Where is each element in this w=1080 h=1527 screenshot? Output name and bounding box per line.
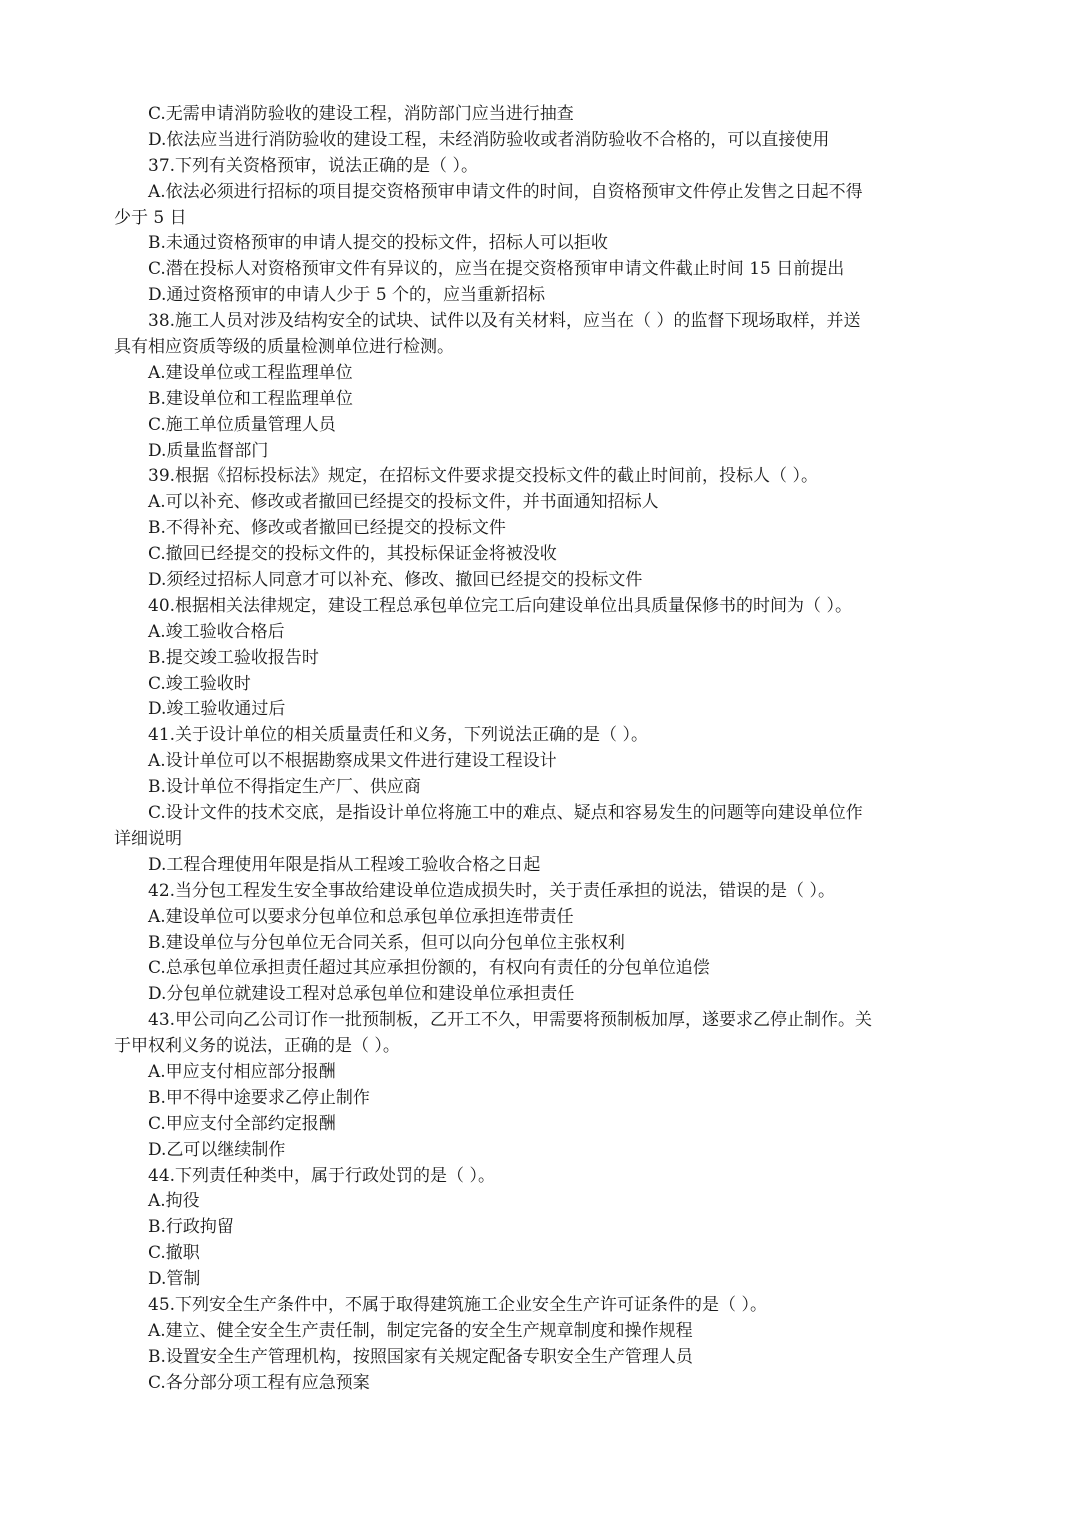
text-line: D.质量监督部门: [148, 440, 269, 461]
text-line: 于甲权利义务的说法，正确的是（ ）。: [114, 1036, 400, 1057]
document-page: [114, 102, 994, 1397]
text-line: B.设置安全生产管理机构，按照国家有关规定配备专职安全生产管理人员: [148, 1346, 693, 1367]
text-line: D.竣工验收通过后: [148, 699, 286, 720]
text-line: C.设计文件的技术交底，是指设计单位将施工中的难点、疑点和容易发生的问题等向建设单位作: [148, 803, 863, 824]
text-line: C.无需申请消防验收的建设工程，消防部门应当进行抽查: [148, 104, 574, 124]
text-line: A.依法必须进行招标的项目提交资格预审申请文件的时间，自资格预审文件停止发售之日起不得: [148, 181, 863, 202]
text-line: B.不得补充、修改或者撤回已经提交的投标文件: [148, 518, 506, 539]
text-line: A.甲应支付相应部分报酬: [148, 1061, 336, 1082]
text-line: B.建设单位与分包单位无合同关系，但可以向分包单位主张权利: [148, 932, 625, 953]
text-line: 38.施工人员对涉及结构安全的试块、试件以及有关材料，应当在（ ）的监督下现场取样，并送: [148, 311, 861, 332]
text-line: C.各分部分项工程有应急预案: [148, 1372, 370, 1393]
text-line: A.建立、健全安全生产责任制，制定完备的安全生产规章制度和操作规程: [148, 1320, 693, 1341]
text-line: D.乙可以继续制作: [148, 1139, 286, 1160]
text-line: 43.甲公司向乙公司订作一批预制板，乙开工不久，甲需要将预制板加厚，遂要求乙停止制作。关: [148, 1010, 873, 1031]
text-line: D.分包单位就建设工程对总承包单位和建设单位承担责任: [148, 984, 575, 1005]
text-line: C.甲应支付全部约定报酬: [148, 1113, 336, 1134]
text-line: C.施工单位质量管理人员: [148, 414, 336, 435]
text-line: A.建设单位可以要求分包单位和总承包单位承担连带责任: [148, 906, 574, 927]
text-line: C.潜在投标人对资格预审文件有异议的，应当在提交资格预审申请文件截止时间 15 日前提出: [148, 259, 845, 280]
text-line: 44.下列责任种类中，属于行政处罚的是（ ）。: [148, 1165, 495, 1186]
text-line: 详细说明: [114, 828, 182, 849]
text-line: 少于 5 日: [114, 207, 187, 228]
text-line: D.依法应当进行消防验收的建设工程，未经消防验收或者消防验收不合格的，可以直接使用: [148, 129, 830, 150]
text-line: 41.关于设计单位的相关质量责任和义务，下列说法正确的是（ ）。: [148, 725, 648, 746]
text-line: 37.下列有关资格预审，说法正确的是（ ）。: [148, 155, 478, 176]
text-line: B.未通过资格预审的申请人提交的投标文件，招标人可以拒收: [148, 233, 608, 254]
text-line: 40.根据相关法律规定，建设工程总承包单位完工后向建设单位出具质量保修书的时间为（ ）。: [148, 595, 852, 616]
text-line: B.提交竣工验收报告时: [148, 647, 319, 668]
text-line: C.总承包单位承担责任超过其应承担份额的，有权向有责任的分包单位追偿: [148, 958, 710, 979]
text-line: B.建设单位和工程监理单位: [148, 388, 353, 409]
text-line: D.工程合理使用年限是指从工程竣工验收合格之日起: [148, 854, 541, 875]
text-line: B.甲不得中途要求乙停止制作: [148, 1087, 370, 1108]
text-line: A.拘役: [148, 1191, 200, 1212]
text-line: B.行政拘留: [148, 1217, 234, 1238]
text-line: D.通过资格预审的申请人少于 5 个的，应当重新招标: [148, 285, 546, 306]
text-line: C.撤职: [148, 1243, 200, 1264]
text-line: A.设计单位可以不根据勘察成果文件进行建设工程设计: [148, 751, 557, 772]
text-line: 39.根据《招标投标法》规定，在招标文件要求提交投标文件的截止时间前，投标人（ ）。: [148, 466, 818, 487]
text-line: C.竣工验收时: [148, 673, 251, 694]
text-line: 具有相应资质等级的质量检测单位进行检测。: [114, 337, 454, 358]
text-line: A.建设单位或工程监理单位: [148, 362, 353, 383]
text-line: D.管制: [148, 1269, 201, 1290]
text-line: C.撤回已经提交的投标文件的，其投标保证金将被没收: [148, 544, 557, 565]
text-line: B.设计单位不得指定生产厂、供应商: [148, 777, 421, 798]
text-line: A.可以补充、修改或者撤回已经提交的投标文件，并书面通知招标人: [148, 492, 659, 513]
text-line: A.竣工验收合格后: [148, 621, 285, 642]
text-line: 42.当分包工程发生安全事故给建设单位造成损失时，关于责任承担的说法，错误的是（ ）。: [148, 880, 835, 901]
text-line: 45.下列安全生产条件中，不属于取得建筑施工企业安全生产许可证条件的是（ ）。: [148, 1294, 767, 1315]
text-line: D.须经过招标人同意才可以补充、修改、撤回已经提交的投标文件: [148, 570, 643, 591]
